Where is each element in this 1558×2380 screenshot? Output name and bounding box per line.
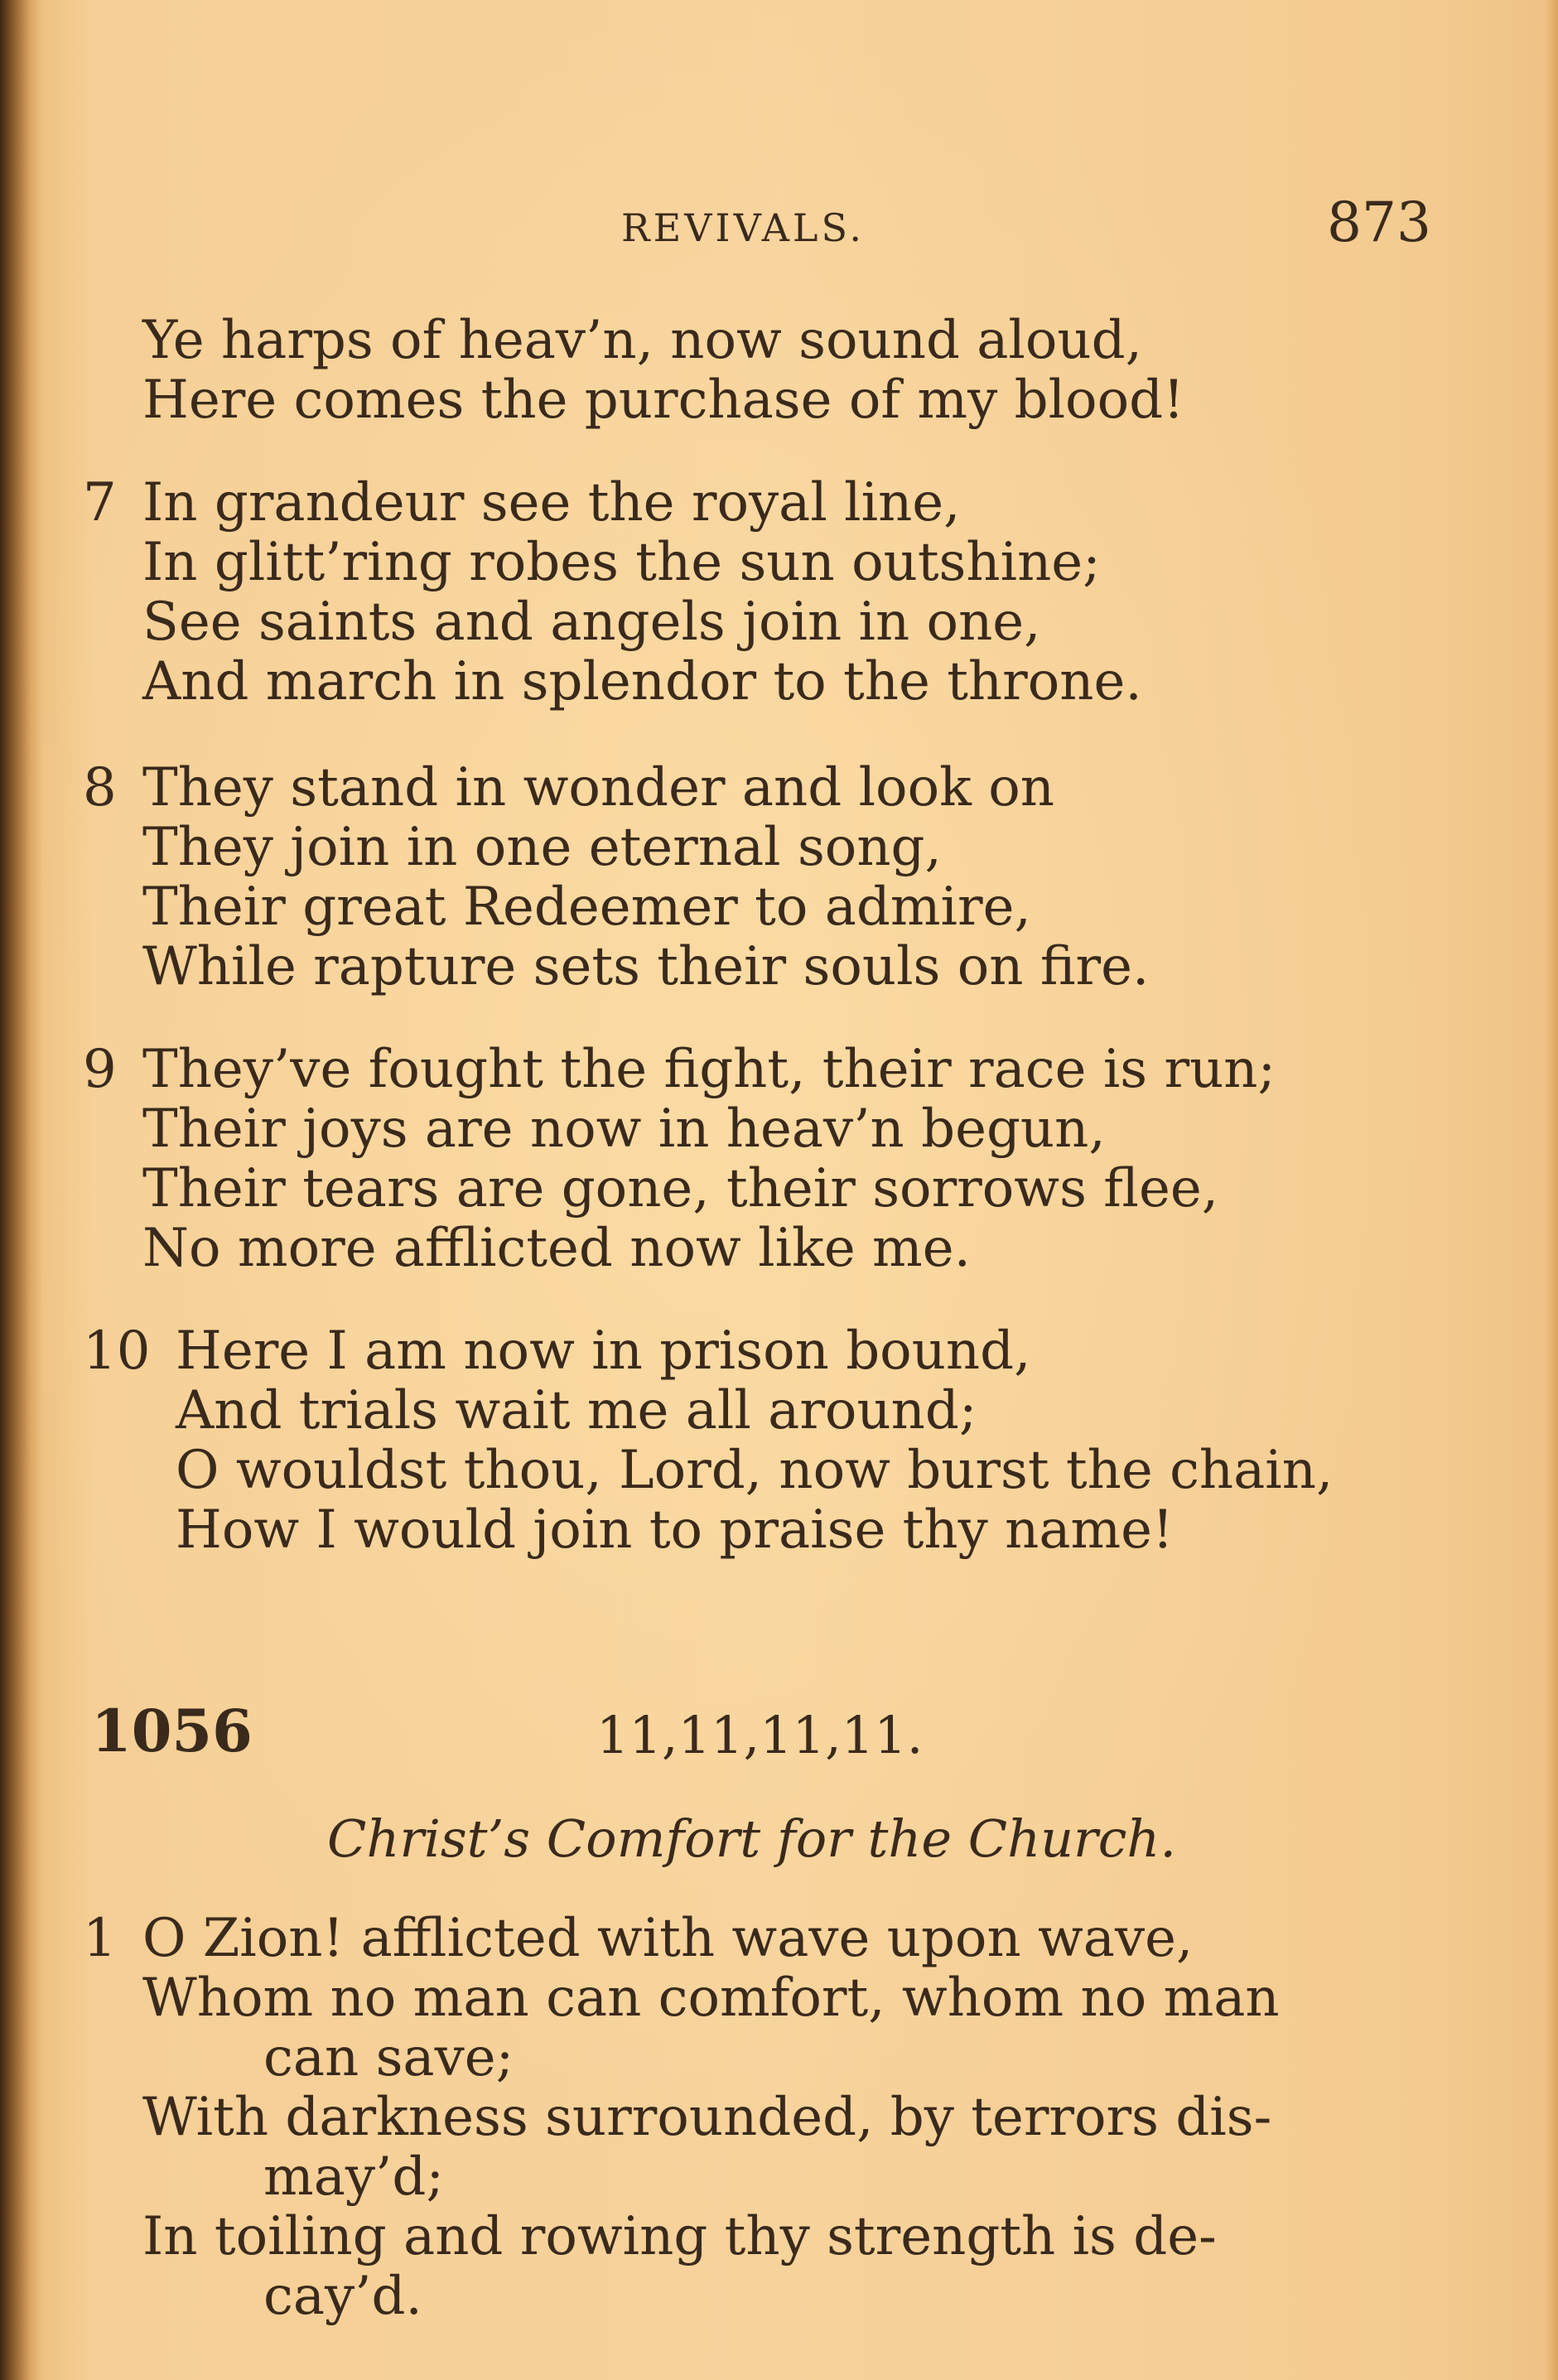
stanza-line: O Zion! afflicted with wave upon wave, [142,1908,1194,1969]
stanza-line: Whom no man can comfort, whom no man [142,1967,1280,2029]
stanza-line: And trials wait me all around; [176,1380,977,1441]
stanza-line: cay’d. [263,2266,422,2327]
hymn-title: Christ’s Comfort for the Church. [327,1808,1177,1869]
page-edge [1545,0,1558,2380]
page-number: 873 [1327,191,1431,254]
stanza-number: 9 [83,1039,117,1100]
stanza-line: Their joys are now in heav’n begun, [142,1098,1106,1160]
stanza-line: They’ve fought the fight, their race is run; [142,1039,1276,1100]
page-header [0,191,1558,265]
stanza-line: Their tears are gone, their sorrows flee, [142,1158,1219,1219]
hymn-number: 1056 [91,1697,253,1765]
stanza-line: In glitt’ring robes the sun outshine; [142,532,1101,593]
stanza-line: O wouldst thou, Lord, now burst the chain, [176,1440,1334,1501]
stanza-line: They join in one eternal song, [142,817,942,878]
stanza-line: With darkness surrounded, by terrors dis- [142,2087,1272,2148]
stanza-number: 10 [83,1320,151,1382]
continuation-line: Ye harps of heav’n, now sound aloud, [142,310,1142,371]
stanza-line: See saints and angels join in one, [142,591,1041,653]
stanza-line: They stand in wonder and look on [142,757,1054,818]
stanza-line: Their great Redeemer to admire, [142,876,1031,938]
stanza-number: 7 [83,472,117,533]
stanza-line: Here I am now in prison bound, [176,1320,1031,1382]
stanza-line: And march in splendor to the throne. [142,651,1142,712]
continuation-line: Here comes the purchase of my blood! [142,369,1184,431]
running-head: REVIVALS. [621,205,865,250]
stanza-line: While rapture sets their souls on fire. [142,936,1150,997]
stanza-line: In toiling and rowing thy strength is de- [142,2206,1217,2267]
book-spine-shadow [0,0,43,2380]
stanza-number: 8 [83,757,117,818]
stanza-line: No more afflicted now like me. [142,1218,971,1279]
stanza-line: In grandeur see the royal line, [142,472,961,533]
stanza-line: may’d; [263,2146,444,2208]
hymn-meter: 11,11,11,11. [596,1705,924,1765]
stanza-number: 1 [83,1908,117,1969]
stanza-line: How I would join to praise thy name! [176,1499,1174,1561]
stanza-line: can save; [263,2027,514,2088]
